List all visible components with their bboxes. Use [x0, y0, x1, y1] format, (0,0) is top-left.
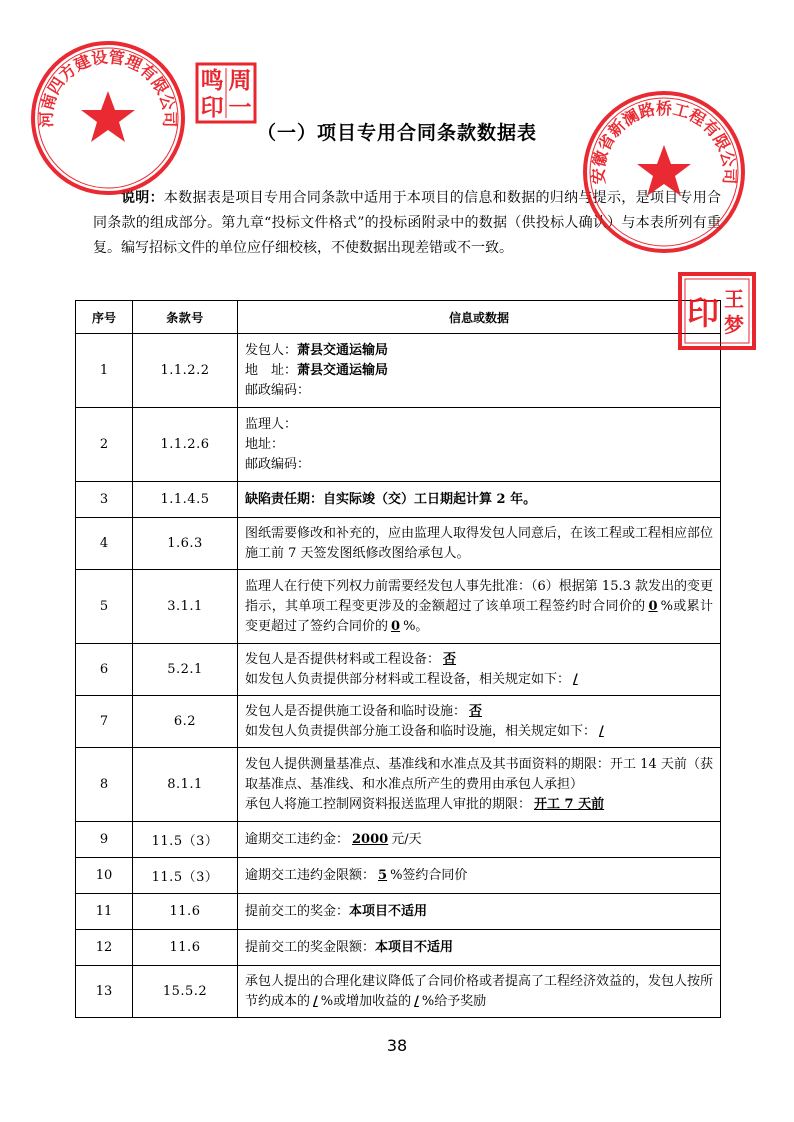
row-clause: 11.6: [133, 894, 238, 930]
row-no: 2: [76, 408, 133, 482]
info-line: [245, 702, 713, 722]
row-clause: 15.5.2: [133, 966, 238, 1018]
info-value: 5: [378, 867, 388, 883]
info-value: /: [414, 993, 419, 1009]
info-text: %或累计变更超过了签约合同价的: [245, 598, 713, 634]
svg-text:王: 王: [724, 287, 744, 311]
info-value: 萧县交通运输局: [297, 362, 389, 378]
info-text: 承包人将施工控制网资料报送监理人审批的期限：: [245, 796, 532, 812]
table-header-row: [76, 301, 721, 334]
row-info: [238, 822, 721, 858]
table-row: [76, 748, 721, 822]
page-number: 38: [386, 1036, 408, 1055]
info-line: [245, 670, 713, 690]
info-label: 发包人：: [245, 342, 298, 358]
name-seal-zhou: [195, 62, 257, 124]
info-text: 发包人提供测量基准点、基准线和水准点及其书面资料的期限：开工 14 天前（获取基准点、基准线、和水准点所产生的费用由承包人承担）: [245, 756, 713, 792]
table-row: [76, 894, 721, 930]
table-row: [76, 408, 721, 482]
info-unit: 元/天: [391, 831, 422, 847]
info-line: [245, 361, 713, 381]
info-value: 萧县交通运输局: [297, 342, 389, 358]
row-clause: 1.1.2.6: [133, 408, 238, 482]
header-clause: 条款号: [133, 301, 238, 334]
info-line: 地址：: [245, 436, 285, 452]
info-text: 如发包人负责提供部分施工设备和临时设施，相关规定如下：: [245, 723, 597, 739]
row-info: [238, 570, 721, 644]
header-no: 序号: [76, 301, 133, 334]
svg-text:河南四方建设管理有限公司: 河南四方建设管理有限公司: [36, 47, 180, 128]
info-line: [245, 381, 713, 401]
info-text: %。: [403, 618, 429, 634]
info-text: %或增加收益的: [320, 993, 412, 1009]
note-label: 说明：: [121, 190, 164, 206]
company-seal-left: [28, 38, 188, 198]
row-info: [238, 408, 721, 482]
svg-text:一: 一: [228, 95, 252, 121]
info-text: 提前交工的奖金：: [245, 903, 350, 919]
info-text: 承包人提出的合理化建议降低了合同价格或者提高了工程经济效益的，发包人按所节约成本的: [245, 973, 714, 1009]
info-value: 本项目不适用: [349, 903, 428, 919]
row-clause: 11.5（3）: [133, 822, 238, 858]
cumulative-change-percent: 0: [391, 618, 401, 634]
row-no: 4: [76, 518, 133, 570]
clause-data-table: [75, 300, 721, 1018]
row-no: 3: [76, 482, 133, 518]
table-row: [76, 644, 721, 696]
row-no: 13: [76, 966, 133, 1018]
row-no: 9: [76, 822, 133, 858]
svg-text:周: 周: [228, 68, 252, 94]
table-row: [76, 482, 721, 518]
row-clause: 8.1.1: [133, 748, 238, 822]
row-info: [238, 334, 721, 408]
row-clause: 5.2.1: [133, 644, 238, 696]
svg-text:安徽省新澜路桥工程有限公司: 安徽省新澜路桥工程有限公司: [588, 98, 740, 185]
row-info: 图纸需要修改和补充的，应由监理人取得发包人同意后，在该工程或工程相应部位施工前 7 天签发图纸修改图给承包人。: [238, 518, 721, 570]
info-text: 提前交工的奖金限额：: [245, 939, 376, 955]
row-no: 7: [76, 696, 133, 748]
table-row: [76, 518, 721, 570]
info-value: 开工 7 天前: [534, 796, 605, 812]
info-unit: %签约合同价: [390, 867, 468, 883]
info-line: [245, 795, 713, 815]
info-value: 本项目不适用: [375, 939, 454, 955]
row-clause: 1.1.2.2: [133, 334, 238, 408]
svg-text:鸣: 鸣: [200, 68, 224, 94]
row-clause: 3.1.1: [133, 570, 238, 644]
row-info: [238, 696, 721, 748]
row-info: [238, 644, 721, 696]
info-text: 监理人在行使下列权力前需要经发包人事先批准：（6）根据第 15.3 款发出的变更指示，其单项工程变更涉及的金额超过了该单项工程签约时合同价的: [245, 578, 713, 614]
row-no: 1: [76, 334, 133, 408]
info-text: %给予奖励: [421, 993, 487, 1009]
info-text: 如发包人负责提供部分材料或工程设备，相关规定如下：: [245, 671, 571, 687]
info-text: 逾期交工违约金限额：: [245, 867, 376, 883]
row-info: [238, 858, 721, 894]
row-no: 8: [76, 748, 133, 822]
info-line: [245, 341, 713, 361]
row-info: 缺陷责任期：自实际竣（交）工日期起计算 2 年。: [238, 482, 721, 518]
info-value: /: [599, 723, 604, 739]
info-value: /: [313, 993, 318, 1009]
info-line: [245, 650, 713, 670]
row-clause: 11.6: [133, 930, 238, 966]
info-text: 发包人是否提供材料或工程设备：: [245, 651, 441, 667]
row-clause: 1.1.4.5: [133, 482, 238, 518]
company-seal-right: [580, 88, 748, 256]
row-no: 5: [76, 570, 133, 644]
row-info: [238, 930, 721, 966]
table-row: [76, 858, 721, 894]
svg-text:印: 印: [200, 95, 224, 121]
info-value: /: [573, 671, 578, 687]
table-row: [76, 334, 721, 408]
row-info: [238, 894, 721, 930]
page-title: （一）项目专用合同条款数据表: [256, 122, 537, 144]
row-no: 6: [76, 644, 133, 696]
table-row: [76, 822, 721, 858]
row-info: [238, 748, 721, 822]
table-row: [76, 570, 721, 644]
table-row: [76, 966, 721, 1018]
info-value: 否: [469, 703, 483, 719]
table-row: [76, 930, 721, 966]
info-text: 发包人是否提供施工设备和临时设施：: [245, 703, 467, 719]
info-line: 邮政编码：: [245, 456, 311, 472]
row-clause: 6.2: [133, 696, 238, 748]
info-line: [245, 722, 713, 742]
header-info: 信息或数据: [238, 301, 721, 334]
name-seal-wang: [678, 272, 756, 350]
info-label: 地 址：: [245, 362, 298, 378]
svg-text:梦: 梦: [724, 313, 744, 337]
svg-text:印: 印: [686, 294, 720, 332]
row-clause: 1.6.3: [133, 518, 238, 570]
row-info: [238, 966, 721, 1018]
row-no: 12: [76, 930, 133, 966]
row-no: 11: [76, 894, 133, 930]
info-line: 监理人：: [245, 416, 298, 432]
info-value: 否: [443, 651, 457, 667]
info-value: 2000: [352, 831, 389, 847]
contract-change-percent: 0: [648, 598, 658, 614]
row-clause: 11.5（3）: [133, 858, 238, 894]
info-label: 邮政编码：: [245, 382, 311, 398]
info-text: 逾期交工违约金：: [245, 831, 350, 847]
note-text: 本数据表是项目专用合同条款中适用于本项目的信息和数据的归纳与提示，是项目专用合同条款的组成部分。第九章“投标文件格式”的投标函附录中的数据（供投标人确认）与本表所列有重复。编写招标文件的单位应仔细校核，不使数据出现差错或不一致。: [93, 190, 722, 256]
table-row: [76, 696, 721, 748]
row-no: 10: [76, 858, 133, 894]
